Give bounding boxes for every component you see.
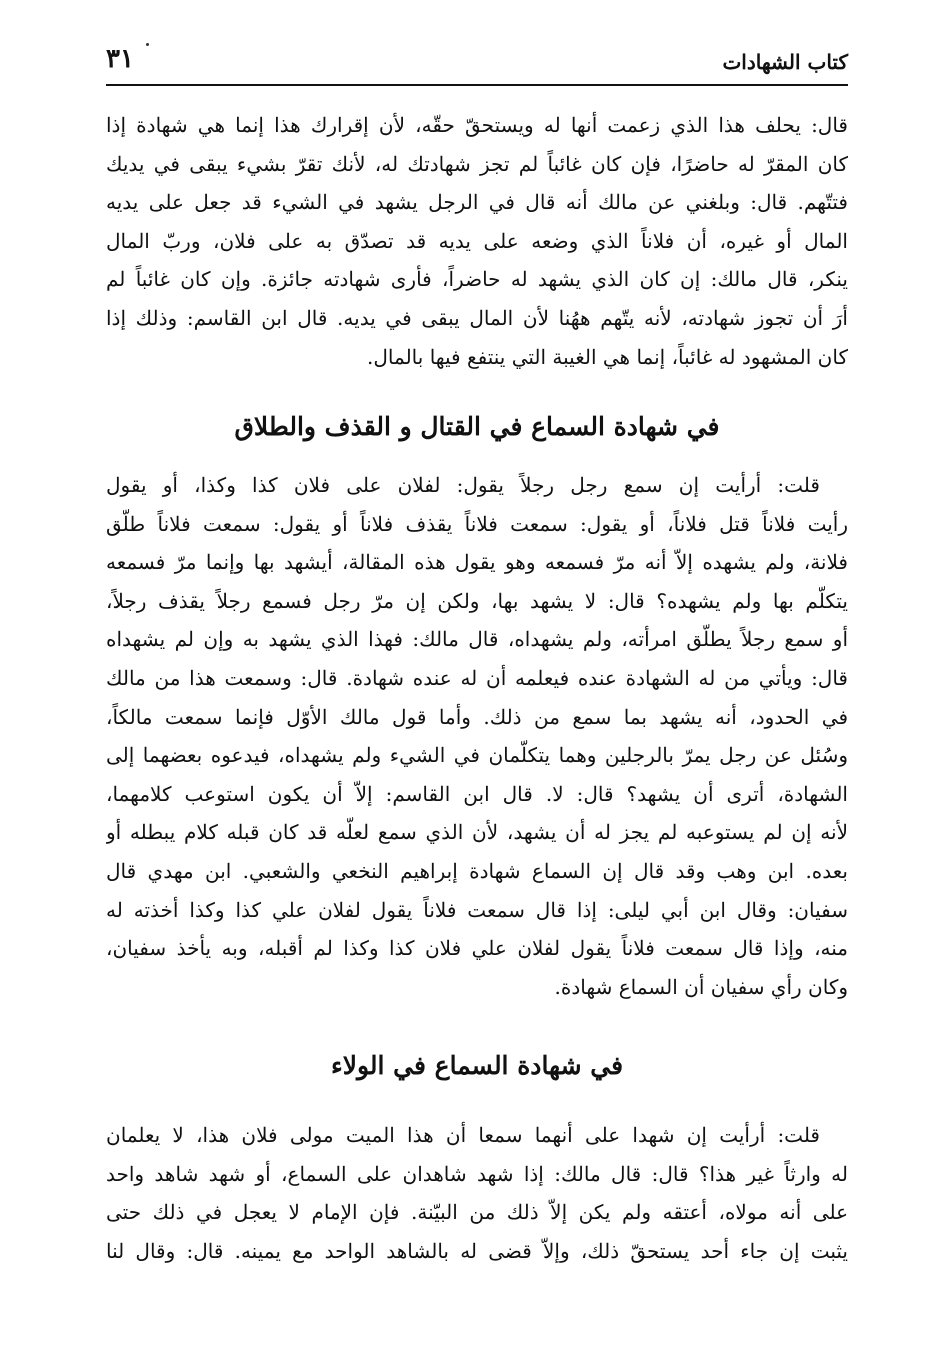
stray-dot [146,43,149,46]
paragraph-1 [106,106,848,376]
text-line: أرَ أن تجوز شهادته، لأنه يتّهم ههُنا لأن المال يبقى في يديه. قال ابن القاسم: وذلك إذا [106,305,848,330]
text-line: على أنه مولاه، أعتقه ولم يكن إلاّ ذلك من البيّنة. فإن الإمام لا يعجل في ذلك حتى [106,1200,848,1225]
text-line: منه، وإذا قال سمعت فلاناً يقول لفلان علي فلان كذا وكذا لم أقبله، وبه يأخذ سفيان، [106,936,848,961]
paragraph-2 [106,466,848,1006]
text-line: بعده. ابن وهب وقد قال إن السماع شهادة إبراهيم النخعي والشعبي. ابن مهدي قال [106,858,848,883]
text-line: قلت: أرأيت إن سمع رجل رجلاً يقول: لفلان على فلان كذا وكذا، أو يقول [106,473,820,497]
text-line: كان المشهود له غائباً، إنما هي الغيبة التي ينتفع فيها بالمال. [367,344,848,369]
text-line: له وارثاً غير هذا؟ قال: قال مالك: إذا شهد شاهدان على السماع، أو شهد شاهد واحد [106,1161,848,1186]
text-line: قال: ويأتي من له الشهادة عنده فيعلمه أن له عنده شهادة. قال: وسمعت هذا من مالك [106,665,848,690]
running-head [106,44,848,80]
text-line: سفيان: وقال ابن أبي ليلى: إذا قال سمعت فلاناً يقول لفلان علي كذا وكذا أخذته له [106,897,848,922]
book-title: كتاب الشهادات [722,50,848,74]
section-heading-1: في شهادة السماع في القتال و القذف والطلاق [234,412,720,441]
paragraph-3 [106,1116,848,1270]
text-line: كان المقرّ له حاضرًا، فإن كان غائباً لم تجز شهادتك له، لأنك تقرّ بشيء يبقى في يديك [106,151,848,176]
text-line: قال: يحلف هذا الذي زعمت أنها له ويستحقّ حقّه، لأن إقرارك هذا إنما هي شهادة إذا [106,113,848,137]
text-line: وكان رأي سفيان أن السماع شهادة. [554,974,848,999]
text-line: رأيت فلاناً قتل فلاناً، أو يقول: سمعت فلاناً يقذف فلاناً أو يقول: سمعت فلاناً طلّق [106,511,848,536]
text-line: الشهادة، أترى أن يشهد؟ قال: لا. قال ابن القاسم: إلاّ أن يكون استوعب كلامهما، [106,781,848,806]
text-line: المال أو غيره، أن فلاناً الذي وضعه على يديه قد تصدّق به على فلان، وربّ المال [106,228,848,253]
text-line: يثبت إن جاء أحد يستحقّ ذلك، وإلاّ قضى له بالشاهد الواحد مع يمينه. قال: وقال لنا [106,1238,848,1263]
text-line: يتكلّم بها ولم يشهده؟ قال: لا يشهد بها، ولكن إن مرّ رجل فسمع رجلاً يقذف رجلاً، [106,588,848,613]
section-heading-2: في شهادة السماع في الولاء [330,1051,624,1080]
text-line: وسُئل عن رجل يمرّ بالرجلين وهما يتكلّمان في الشيء ولم يشهداه، فيدعوه بعضهما إلى [106,743,848,768]
text-line: أو سمع رجلاً يطلّق امرأته، ولم يشهداه، قال مالك: فهذا الذي يشهد به وإن لم يشهداه [106,627,848,652]
text-line: فلانة، ولم يشهده إلاّ أنه مرّ فسمعه وهو يقول هذه المقالة، أيشهد بها وإنما مرّ فسمعه [106,550,848,575]
text-line: لأنه إن لم يستوعبه لم يجز له أن يشهد، لأن الذي سمع لعلّه قد كان قبله كلام يبطله أو [106,820,848,845]
text-line: ينكر، قال مالك: إن كان الذي يشهد له حاضراً، فأرى شهادته جائزة. وإن كان غائباً لم [106,267,848,292]
header-rule [106,84,848,86]
text-line: قلت: أرأيت إن شهدا على أنهما سمعا أن هذا الميت مولى فلان هذا، لا يعلمان [106,1123,820,1147]
page-number: ٣١ [106,44,134,74]
text-line: في الحدود، أنه يشهد بما سمع من ذلك. وأما قول مالك الأوّل فإنما سمعت مالكاً، [106,704,848,729]
text-line: فتتّهم. قال: وبلغني عن مالك أنه قال في الرجل يشهد في الشيء قد جعل على يديه [106,190,848,215]
